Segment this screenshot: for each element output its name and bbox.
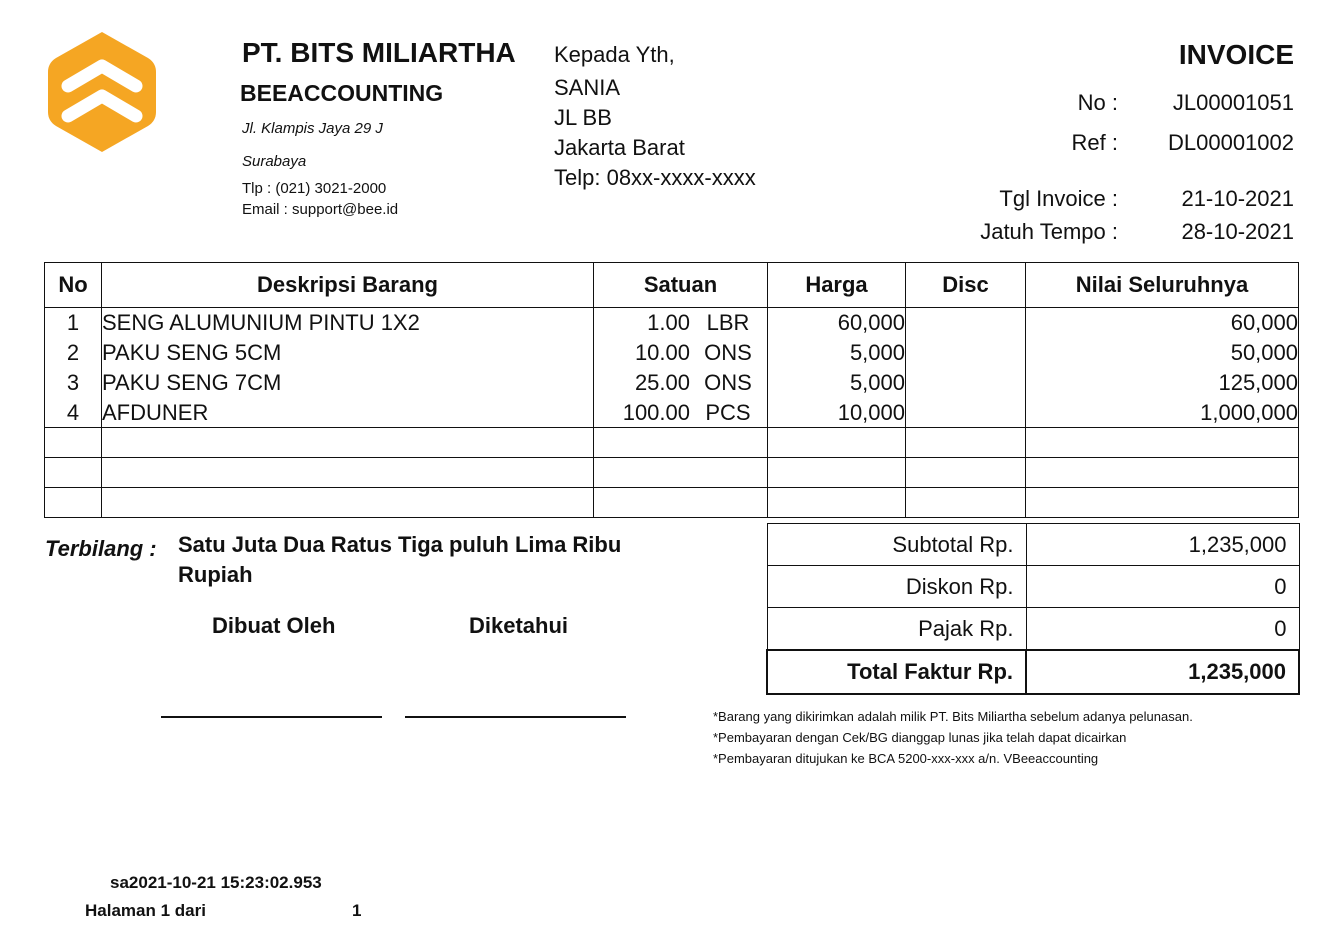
customer-greeting: Kepada Yth, <box>554 42 675 67</box>
empty-row <box>45 458 1299 488</box>
totals-table <box>766 523 1300 695</box>
col-header-no: No <box>45 263 102 308</box>
row-disc <box>906 398 1026 428</box>
row-total: 60,000 <box>1026 308 1299 338</box>
table-row <box>45 398 1299 428</box>
items-table <box>44 262 1299 518</box>
row-qty-unit <box>594 398 768 428</box>
row-price: 10,000 <box>768 398 906 428</box>
table-row <box>45 368 1299 398</box>
row-desc: SENG ALUMUNIUM PINTU 1X2 <box>102 308 594 338</box>
signature-line-acknowledged <box>405 716 626 718</box>
customer-name: SANIA <box>554 75 621 100</box>
discount-value: 0 <box>1026 566 1299 608</box>
row-unit: LBR <box>706 309 750 335</box>
col-header-total: Nilai Seluruhnya <box>1026 263 1299 308</box>
terbilang-label: Terbilang : <box>45 536 157 561</box>
row-no: 2 <box>45 338 102 368</box>
row-no: 3 <box>45 368 102 398</box>
subtotal-value: 1,235,000 <box>1026 524 1299 566</box>
grand-total-value: 1,235,000 <box>1026 650 1299 694</box>
row-price: 5,000 <box>768 368 906 398</box>
grand-total-row <box>767 650 1299 694</box>
row-qty: 100.00 <box>622 399 690 425</box>
customer-address1: JL BB <box>554 105 612 130</box>
row-qty-unit <box>594 338 768 368</box>
tax-row <box>767 608 1299 651</box>
row-desc: PAKU SENG 7CM <box>102 368 594 398</box>
row-desc: PAKU SENG 5CM <box>102 338 594 368</box>
invoice-no-label: No : <box>1077 90 1118 115</box>
row-no: 1 <box>45 308 102 338</box>
row-disc <box>906 368 1026 398</box>
customer-address2: Jakarta Barat <box>554 135 685 160</box>
invoice-no-value: JL00001051 <box>1172 90 1294 115</box>
row-qty-unit <box>594 368 768 398</box>
company-logo-icon <box>44 28 160 156</box>
items-header-row <box>45 263 1299 308</box>
row-disc <box>906 308 1026 338</box>
company-address-line2: Surabaya <box>242 153 307 170</box>
row-unit: ONS <box>704 369 752 395</box>
invoice-title: INVOICE <box>1178 39 1294 70</box>
col-header-unit: Satuan <box>594 263 768 308</box>
page-total: 1 <box>352 901 362 920</box>
invoice-due-label: Jatuh Tempo : <box>980 219 1118 244</box>
invoice-ref-label: Ref : <box>1071 130 1118 155</box>
row-price: 5,000 <box>768 338 906 368</box>
subtotal-row <box>767 524 1299 566</box>
row-qty-unit <box>594 308 768 338</box>
grand-total-label: Total Faktur Rp. <box>767 650 1026 694</box>
col-header-price: Harga <box>768 263 906 308</box>
note-cheque: *Pembayaran dengan Cek/BG dianggap lunas jika telah dapat dicairkan <box>713 730 1127 745</box>
row-total: 125,000 <box>1026 368 1299 398</box>
row-disc <box>906 338 1026 368</box>
discount-row <box>767 566 1299 608</box>
row-total: 50,000 <box>1026 338 1299 368</box>
row-qty: 25.00 <box>634 369 690 395</box>
tax-value: 0 <box>1026 608 1299 651</box>
subtotal-label: Subtotal Rp. <box>767 524 1026 566</box>
signature-acknowledged-label: Diketahui <box>469 613 569 638</box>
empty-row <box>45 428 1299 458</box>
company-name: PT. BITS MILIARTHA <box>242 37 516 68</box>
discount-label: Diskon Rp. <box>767 566 1026 608</box>
col-header-disc: Disc <box>906 263 1026 308</box>
table-row <box>45 308 1299 338</box>
company-phone: Tlp : (021) 3021-2000 <box>242 180 387 197</box>
note-ownership: *Barang yang dikirimkan adalah milik PT. Bits Miliartha sebelum adanya pelunasan. <box>713 709 1193 724</box>
terbilang-text: Satu Juta Dua Ratus Tiga puluh Lima Ribu Rupiah <box>178 532 622 587</box>
row-desc: AFDUNER <box>102 398 594 428</box>
invoice-due-value: 28-10-2021 <box>1181 219 1294 244</box>
row-qty: 10.00 <box>634 339 690 365</box>
row-unit: PCS <box>705 399 751 425</box>
invoice-ref-value: DL00001002 <box>1167 130 1294 155</box>
invoice-date-label: Tgl Invoice : <box>999 186 1118 211</box>
table-row <box>45 338 1299 368</box>
print-timestamp: sa2021-10-21 15:23:02.953 <box>110 873 322 892</box>
signature-made-by-label: Dibuat Oleh <box>212 613 336 638</box>
company-email: Email : support@bee.id <box>242 201 399 218</box>
note-bank: *Pembayaran ditujukan ke BCA 5200-xxx-xxx a/n. VBeeaccounting <box>713 751 1099 766</box>
customer-phone: Telp: 08xx-xxxx-xxxx <box>554 165 756 190</box>
company-address-line1: Jl. Klampis Jaya 29 J <box>242 120 383 137</box>
row-price: 60,000 <box>768 308 906 338</box>
row-unit: ONS <box>704 339 752 365</box>
company-brand: BEEACCOUNTING <box>240 80 444 106</box>
invoice-date-value: 21-10-2021 <box>1181 186 1294 211</box>
page-label: Halaman 1 dari <box>85 901 206 920</box>
row-total: 1,000,000 <box>1026 398 1299 428</box>
row-qty: 1.00 <box>647 309 690 335</box>
col-header-desc: Deskripsi Barang <box>102 263 594 308</box>
signature-line-made-by <box>161 716 382 718</box>
tax-label: Pajak Rp. <box>767 608 1026 651</box>
row-no: 4 <box>45 398 102 428</box>
empty-row <box>45 488 1299 518</box>
